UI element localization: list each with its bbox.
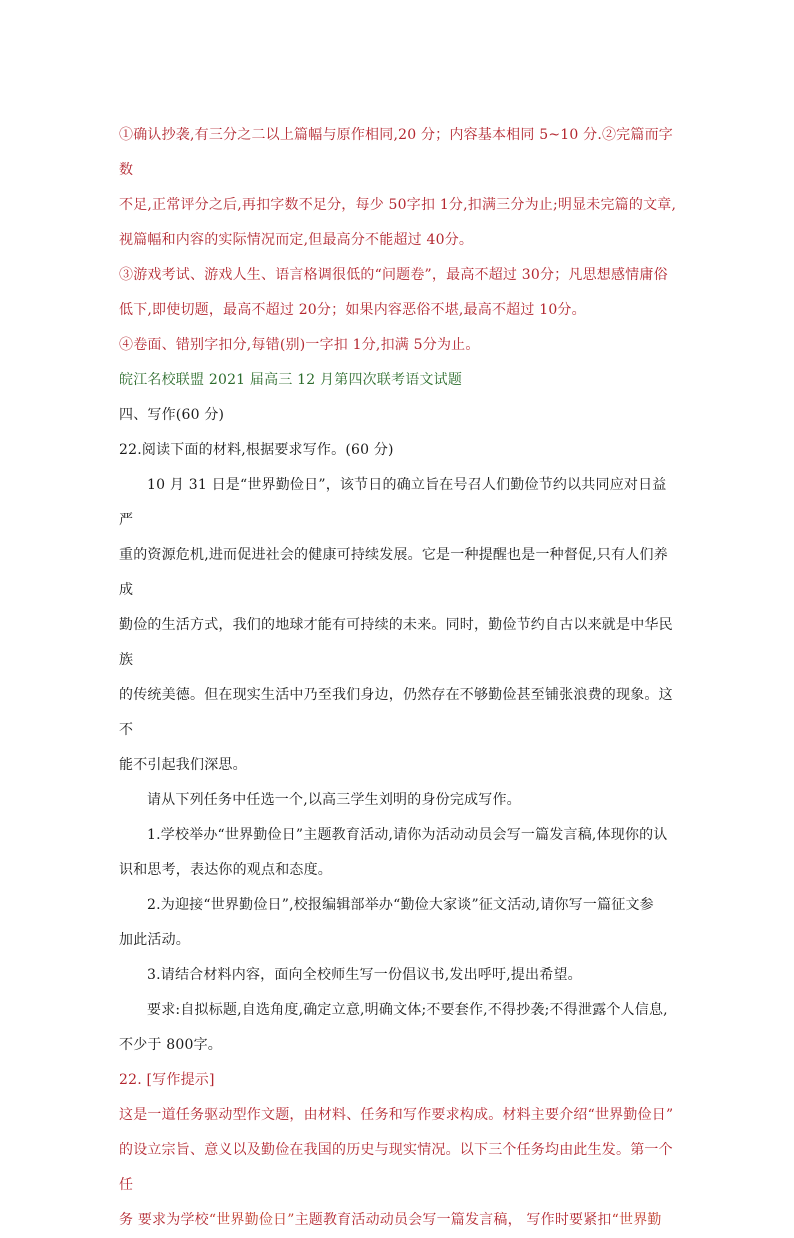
task-3 bbox=[119, 958, 679, 993]
hint-line-1: 这是一道任务驱动型作文题，由材料、任务和写作要求构成。材料主要介绍“世界勤俭日” bbox=[119, 1107, 674, 1123]
hint-line-3-part-c: 主题教育活动动员会写一篇发言稿， 写作时要紧扣 bbox=[294, 1212, 612, 1228]
requirements-line-1: 要求:自拟标题,自选角度,确定立意,明确文体;不要套作,不得抄袭;不得泄露个人信息, bbox=[147, 1002, 668, 1018]
task-2-cont bbox=[119, 923, 679, 958]
exam-title bbox=[119, 363, 679, 398]
material-line-2: 重的资源危机,进而促进社会的健康可持续发展。它是一种提醒也是一种督促,只有人们养成 bbox=[119, 547, 668, 598]
task-1-cont bbox=[119, 853, 679, 888]
material-line-3: 勤俭的生活方式，我们的地球才能有可持续的未来。同时，勤俭节约自古以来就是中华民族 bbox=[119, 617, 673, 668]
task-1 bbox=[119, 818, 679, 853]
scoring-item-1-line-3: 视篇幅和内容的实际情况而定,但最高分不能超过 40分。 bbox=[119, 232, 474, 248]
hint-line-3-part-d: “世界勤 bbox=[611, 1212, 662, 1228]
task-2 bbox=[119, 888, 679, 923]
scoring-item-4-line: ④卷面、错别字扣分,每错(别)一字扣 1分,扣满 5分为止。 bbox=[119, 337, 480, 353]
scoring-item-3-line-1: ③游戏考试、游戏人生、语言格调很低的“问题卷”，最高不超过 30分；凡思想感情庸俗 bbox=[119, 267, 668, 283]
task-intro bbox=[119, 783, 679, 818]
scoring-item-1-line-1: ①确认抄袭,有三分之二以上篇幅与原作相同,20 分；内容基本相同 5~10 分.②完篇而字数 bbox=[119, 127, 673, 178]
hint-line-2: 的设立宗旨、意义以及勤俭在我国的历史与现实情况。以下三个任务均由此生发。第一个任 bbox=[119, 1142, 673, 1193]
document-page bbox=[119, 118, 679, 1238]
material-line-4: 的传统美德。但在现实生活中乃至我们身边，仍然存在不够勤俭甚至铺张浪费的现象。这不 bbox=[119, 687, 673, 738]
question-intro bbox=[119, 433, 679, 468]
task-1-line-2: 识和思考，表达你的观点和态度。 bbox=[119, 862, 332, 878]
task-2-line-2: 加此活动。 bbox=[119, 932, 190, 948]
hint-line-3 bbox=[119, 1203, 679, 1238]
scoring-item-4 bbox=[119, 328, 679, 363]
question-material bbox=[119, 468, 679, 538]
hint-heading-text: 22. [写作提示] bbox=[119, 1072, 215, 1088]
hint-line-3-part-a: 务 要求为学校 bbox=[119, 1212, 209, 1228]
task-intro-text: 请从下列任务中任选一个,以高三学生刘明的身份完成写作。 bbox=[147, 792, 521, 808]
question-material-cont bbox=[119, 538, 679, 783]
question-intro-text: 22.阅读下面的材料,根据要求写作。(60 分) bbox=[119, 442, 394, 458]
section-heading-text: 四、写作(60 分) bbox=[119, 407, 225, 423]
task-3-line: 3.请结合材料内容，面向全校师生写一份倡议书,发出呼吁,提出希望。 bbox=[147, 967, 582, 983]
material-line-1: 10 月 31 日是“世界勤俭日”，该节日的确立旨在号召人们勤俭节约以共同应对日益严 bbox=[119, 477, 667, 528]
hint-body bbox=[119, 1098, 679, 1238]
requirements-line-2: 不少于 800字。 bbox=[119, 1037, 222, 1053]
requirements bbox=[119, 993, 679, 1028]
hint-line-3-part-b: “世界勤俭日” bbox=[208, 1212, 295, 1228]
section-heading bbox=[119, 398, 679, 433]
scoring-item-1-line-2: 不足,正常评分之后,再扣字数不足分，每少 50字扣 1分,扣满三分为止;明显未完篇的文章, bbox=[119, 197, 677, 213]
hint-heading bbox=[119, 1063, 679, 1098]
scoring-item-3-line-2: 低下,即使切题，最高不超过 20分；如果内容恶俗不堪,最高不超过 10分。 bbox=[119, 302, 586, 318]
requirements-cont bbox=[119, 1028, 679, 1063]
exam-title-text: 皖江名校联盟 2021 届高三 12 月第四次联考语文试题 bbox=[119, 372, 463, 388]
task-2-line-1: 2.为迎接“世界勤俭日”,校报编辑部举办“勤俭大家谈”征文活动,请你写一篇征文参 bbox=[147, 897, 654, 913]
material-line-5: 能不引起我们深思。 bbox=[119, 757, 247, 773]
task-1-line-1: 1.学校举办“世界勤俭日”主题教育活动,请你为活动动员会写一篇发言稿,体现你的认 bbox=[147, 827, 668, 843]
scoring-item-1 bbox=[119, 118, 679, 258]
scoring-item-3 bbox=[119, 258, 679, 328]
